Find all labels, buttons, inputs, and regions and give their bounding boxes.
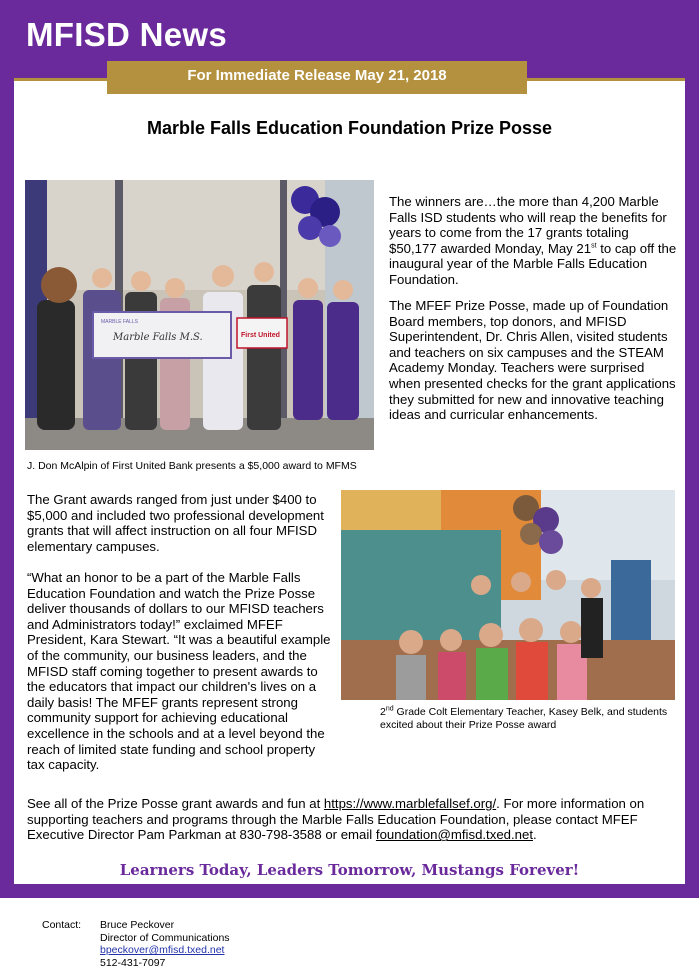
intro-text-b: to cap off the inaugural year of the Marble Falls Education Foundation. (389, 240, 677, 287)
foundation-website-link[interactable]: https://www.marblefallsef.org/ (323, 796, 497, 811)
sign-text: First United (241, 332, 280, 339)
classroom-students-photo (341, 490, 675, 700)
check-logo-text: MARBLE FALLS (101, 319, 138, 325)
release-date-banner: For Immediate Release May 21, 2018 (107, 61, 527, 94)
contact-title: Director of Communications (100, 931, 230, 944)
more-info-text-b: . For more information on supporting teachers and programs through the Marble Falls Education Foundation, please contact MFEF Executive Director Pam Parkman at 830-798-3588 or email (27, 796, 645, 843)
tagline: Learners Today, Leaders Tomorrow, Mustangs Forever! (119, 861, 580, 879)
more-info-paragraph (27, 796, 677, 843)
foundation-email-link[interactable]: foundation@mfisd.txed.net (375, 827, 533, 843)
contact-email-link[interactable]: bpeckover@mfisd.txed.net (100, 944, 225, 956)
quote-paragraph: “What an honor to be a part of the Marble Falls Education Foundation and watch the Prize Posse deliver thousands of dollars to our MFISD teachers and Administrators today!” exclaimed MFEF President, Kara Stewart. “It was a beautiful example of the community, our business leaders, and the MFISD staff coming together to present awards to the educators that impact our children's lives on a daily basis! The MFEF grants represent strong community support for achieving educational excellence in the schools and at a level beyond the reach of limited state funding and school property tax capacity. (27, 570, 331, 773)
masthead-title: MFISD News (26, 16, 228, 53)
photo2-caption-a: 2 (380, 706, 386, 718)
more-info-text-c: . (532, 827, 537, 843)
intro-text-a: The winners are…the more than 4,200 Marble Falls ISD students who will reap the benefits for years to come from the 17 grants totaling $50,177 awarded Monday, May 21 (389, 194, 667, 256)
prize-posse-paragraph: The MFEF Prize Posse, made up of Foundation Board members, top donors, and MFISD Superintendent, Dr. Chris Allen, visited students and teachers on six campuses and the STEAM Academy Monday. Teachers were surprised when presented checks for the grant applications they submitted for new and innovative teaching ideas and curricular enhancements. (389, 298, 676, 423)
contact-phone: 512-431-7097 (100, 956, 166, 969)
intro-paragraph (389, 194, 679, 288)
contact-name: Bruce Peckover (100, 919, 175, 931)
contact-info (100, 919, 230, 969)
photo2-caption (380, 706, 680, 732)
intro-superscript: st (591, 242, 597, 250)
photo2-caption-sup: nd (385, 705, 394, 713)
check-presentation-photo (25, 180, 374, 450)
grant-awards-paragraph: The Grant awards ranged from just under $400 to $5,000 and included two professional development grants that will affect instruction on all four MFISD elementary campuses. (27, 492, 324, 554)
contact-label: Contact: (42, 919, 82, 931)
more-info-text-a: See all of the Prize Posse grant awards and fun at (27, 796, 324, 811)
article-headline: Marble Falls Education Foundation Prize Posse (146, 118, 553, 138)
check-payee-text: Marble Falls M.S. (113, 332, 203, 343)
photo1-caption: J. Don McAlpin of First United Bank presents a $5,000 award to MFMS (27, 460, 357, 472)
photo2-caption-b: Grade Colt Elementary Teacher, Kasey Belk, and students excited about their Prize Posse award (380, 706, 668, 731)
